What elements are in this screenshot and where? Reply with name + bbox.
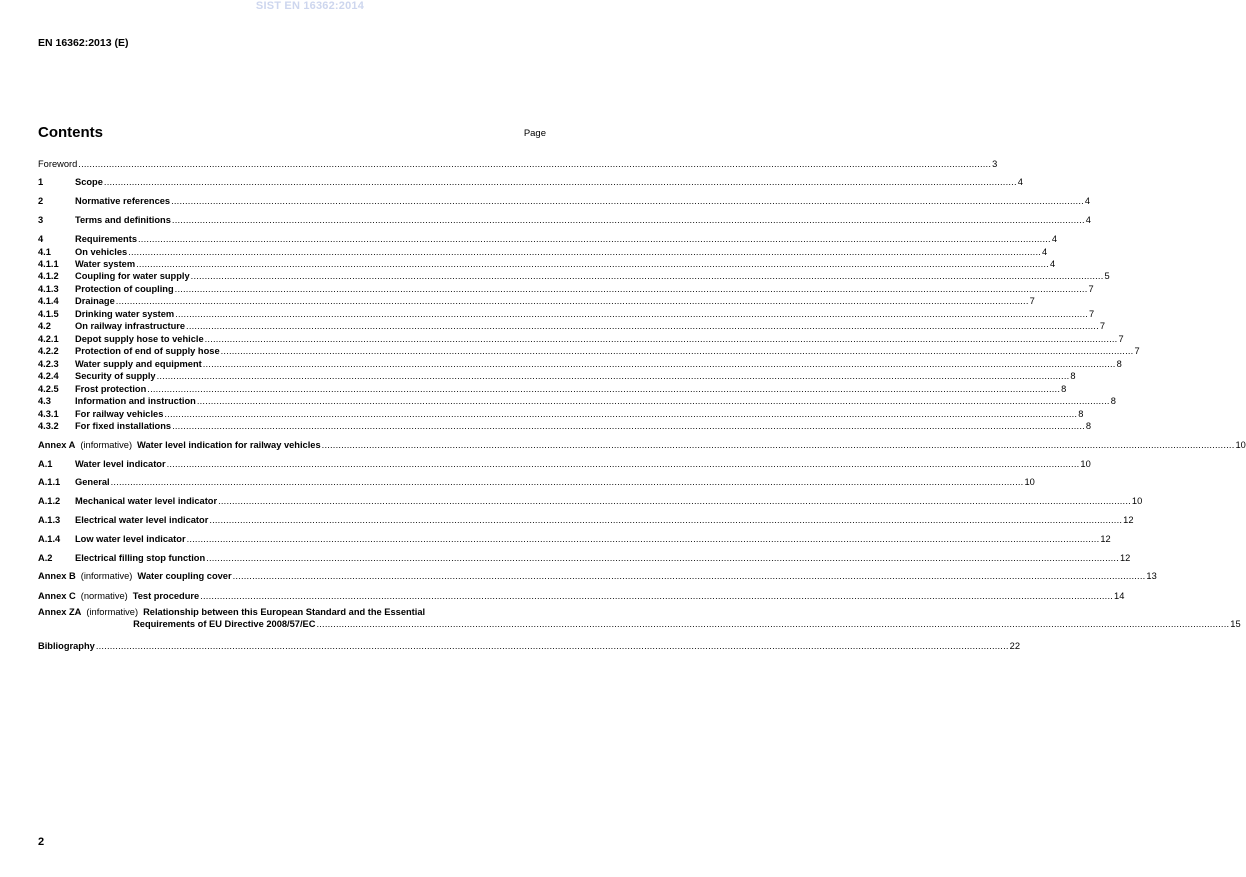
toc-entry-title: On vehicles <box>75 247 128 257</box>
toc-entry-title: Protection of coupling <box>75 284 174 294</box>
toc-entry-page: 14 <box>1114 591 1125 601</box>
toc-entry-title: Water system <box>75 259 136 269</box>
toc-entry[interactable] <box>38 214 1091 226</box>
toc-entry-title: Drinking water system <box>75 309 175 319</box>
toc-entry-page: 7 <box>1029 296 1035 306</box>
dot-leader <box>197 395 1110 407</box>
dot-leader <box>203 358 1116 370</box>
dot-leader <box>316 618 1229 630</box>
toc-entry[interactable] <box>38 533 1111 545</box>
toc-entry-page: 5 <box>1104 271 1110 281</box>
toc-entry-number: 3 <box>38 215 44 225</box>
toc-entry-number: Annex B <box>38 571 76 581</box>
toc-entry[interactable] <box>38 606 1241 630</box>
toc-entry[interactable] <box>38 514 1134 526</box>
toc-entry-page: 8 <box>1085 421 1092 431</box>
toc-entry-page: 10 <box>1131 496 1143 506</box>
toc-entry-title: Water supply and equipment <box>75 359 202 369</box>
toc-entry-number: A.1 <box>38 459 53 469</box>
toc-entry-page: 4 <box>1085 215 1091 225</box>
dot-leader <box>171 195 1084 207</box>
dot-leader <box>209 514 1122 526</box>
dot-leader <box>233 570 1146 582</box>
toc-entry-page: 10 <box>1235 440 1246 450</box>
toc-entry-page: 10 <box>1024 477 1035 487</box>
toc-entry[interactable] <box>38 552 1131 564</box>
toc-entry[interactable] <box>38 420 1092 432</box>
toc-entry-number: 4.2 <box>38 321 51 331</box>
toc-entry-page: 8 <box>1110 396 1116 406</box>
dot-leader <box>322 439 1235 451</box>
toc-annex-type: (informative) <box>80 440 133 450</box>
toc-entry-title: Requirements <box>75 234 137 244</box>
toc-entry-title: Test procedure <box>132 591 200 601</box>
dot-leader <box>96 640 1009 652</box>
toc-entry-title: Normative references <box>75 196 171 206</box>
toc-entry-number: Annex ZA <box>38 607 82 617</box>
toc-entry-title: Security of supply <box>75 371 156 381</box>
toc-entry[interactable] <box>38 358 1122 370</box>
toc-entry-title: Water coupling cover <box>137 571 232 581</box>
dot-leader <box>128 246 1041 258</box>
toc-entry[interactable] <box>38 270 1110 282</box>
dot-leader <box>218 495 1131 507</box>
toc-entry-page: 12 <box>1100 534 1111 544</box>
toc-entry-page: 12 <box>1123 515 1134 525</box>
toc-entry-page: 15 <box>1230 619 1241 629</box>
toc-entry[interactable] <box>38 195 1091 207</box>
toc-entry[interactable] <box>38 333 1124 345</box>
dot-leader <box>116 295 1029 307</box>
toc-entry-number: Annex A <box>38 440 76 450</box>
toc-annex-type: (informative) <box>86 607 139 617</box>
toc-entry-number: 4.2.4 <box>38 371 59 381</box>
toc-entry[interactable] <box>38 383 1067 395</box>
dot-leader <box>172 214 1085 226</box>
toc-entry-title-continued: Requirements of EU Directive 2008/57/EC <box>133 619 316 629</box>
dot-leader <box>78 158 991 170</box>
toc-entry-number: 4.2.2 <box>38 346 59 356</box>
toc-entry[interactable] <box>38 458 1091 470</box>
dot-leader <box>187 533 1100 545</box>
toc-entry[interactable] <box>38 640 1020 652</box>
toc-entry-page: 4 <box>1049 259 1056 269</box>
footer-page-number: 2 <box>38 836 45 848</box>
toc-annex-type: (normative) <box>80 591 128 601</box>
toc-entry-page: 8 <box>1061 384 1067 394</box>
toc-entry-title: Bibliography <box>38 641 95 651</box>
toc-entry-number: 4.1 <box>38 247 51 257</box>
toc-entry-title: Coupling for water supply <box>75 271 190 281</box>
toc-entry-page: 4 <box>1084 196 1091 206</box>
toc-entry[interactable] <box>38 476 1035 488</box>
toc-entry-number: A.1.4 <box>38 534 61 544</box>
dot-leader <box>175 308 1088 320</box>
toc-entry[interactable] <box>38 395 1116 407</box>
dot-leader <box>164 408 1077 420</box>
toc-entry-number: A.1.1 <box>38 477 61 487</box>
toc-entry-page: 8 <box>1078 409 1084 419</box>
toc-entry-title: Frost protection <box>75 384 147 394</box>
dot-leader <box>136 258 1049 270</box>
toc-entry[interactable] <box>38 246 1048 258</box>
toc-entry[interactable] <box>38 295 1035 307</box>
toc-entry-number: 4.3 <box>38 396 51 406</box>
toc-entry-page: 12 <box>1120 553 1131 563</box>
dot-leader <box>111 476 1024 488</box>
toc-entry-title: Low water level indicator <box>75 534 186 544</box>
toc-entry[interactable] <box>38 495 1143 507</box>
toc-entry-page: 13 <box>1146 571 1157 581</box>
toc-entry[interactable] <box>38 158 998 170</box>
toc-entry-number: 4.2.1 <box>38 334 59 344</box>
toc-entry[interactable] <box>38 176 1023 188</box>
toc-entry[interactable] <box>38 570 1157 582</box>
toc-entry-number: 4.2.5 <box>38 384 59 394</box>
toc-annex-type: (informative) <box>80 571 133 581</box>
toc-entry-title: Scope <box>75 177 103 187</box>
dot-leader <box>167 458 1080 470</box>
toc-entry-page: 4 <box>1051 234 1057 244</box>
toc-entry-page: 4 <box>1042 247 1048 257</box>
dot-leader <box>175 283 1088 295</box>
toc-entry-title: Electrical filling stop function <box>75 553 206 563</box>
toc-entry-number: A.1.3 <box>38 515 61 525</box>
toc-entry[interactable] <box>38 283 1094 295</box>
toc-entry-page: 7 <box>1118 334 1124 344</box>
toc-entry-number: 4.1.2 <box>38 271 59 281</box>
toc-entry-page: 7 <box>1134 346 1140 356</box>
toc-entry-title: General <box>75 477 110 487</box>
document-id: EN 16362:2013 (E) <box>38 37 129 49</box>
toc-entry-title: Information and instruction <box>75 396 196 406</box>
toc-entry-number: 4.1.4 <box>38 296 59 306</box>
dot-leader <box>200 590 1113 602</box>
toc-entry[interactable] <box>38 308 1095 320</box>
dot-leader <box>206 552 1119 564</box>
toc-entry-number: 4.1.3 <box>38 284 59 294</box>
dot-leader <box>172 420 1085 432</box>
toc-entry-number: 4 <box>38 234 44 244</box>
page-column-heading: Page <box>523 128 546 139</box>
dot-leader <box>221 345 1134 357</box>
toc-entry-title: For fixed installations <box>75 421 172 431</box>
toc-entry[interactable] <box>38 233 1057 245</box>
toc-entry[interactable] <box>38 408 1084 420</box>
toc-entry-page: 8 <box>1070 371 1076 381</box>
toc-entry[interactable] <box>38 590 1125 602</box>
toc-entry-title: For railway vehicles <box>75 409 164 419</box>
toc-entry-number: 4.3.2 <box>38 421 59 431</box>
dot-leader <box>147 383 1060 395</box>
toc-entry-number: A.2 <box>38 553 53 563</box>
toc-entry-number: 4.3.1 <box>38 409 59 419</box>
toc-entry-title: Terms and definitions <box>75 215 171 225</box>
toc-entry-page: 7 <box>1088 284 1094 294</box>
toc-entry-title: Relationship between this European Standard and the Essential <box>143 607 426 617</box>
toc-entry-page: 7 <box>1089 309 1095 319</box>
toc-entry[interactable] <box>38 370 1076 382</box>
toc-entry-page: 7 <box>1099 321 1106 331</box>
dot-leader <box>191 270 1104 282</box>
toc-entry[interactable] <box>38 258 1056 270</box>
toc-entry-title: Drainage <box>75 296 115 306</box>
toc-entry[interactable] <box>38 320 1106 332</box>
toc-entry-number: A.1.2 <box>38 496 61 506</box>
toc-entry-number: 4.2.3 <box>38 359 59 369</box>
toc-entry-title: Electrical water level indicator <box>75 515 209 525</box>
toc-entry-title: On railway infrastructure <box>75 321 186 331</box>
toc-entry-page: 4 <box>1017 177 1023 187</box>
toc-entry-title: Mechanical water level indicator <box>75 496 218 506</box>
dot-leader <box>157 370 1070 382</box>
dot-leader <box>138 233 1051 245</box>
dot-leader <box>104 176 1017 188</box>
toc-entry-title: Foreword <box>38 159 78 169</box>
dot-leader <box>205 333 1118 345</box>
watermark: SIST EN 16362:2014 <box>255 0 365 12</box>
toc-entry-page: 10 <box>1080 459 1091 469</box>
toc-entry[interactable] <box>38 439 1246 451</box>
toc-entry-title: Water level indication for railway vehicles <box>137 440 321 450</box>
toc-entry-number: 4.1.5 <box>38 309 59 319</box>
page-title: Contents <box>38 124 103 141</box>
toc-entry-title: Water level indicator <box>75 459 166 469</box>
toc-entry-number: 1 <box>38 177 44 187</box>
toc-entry-page: 22 <box>1009 641 1020 651</box>
toc-entry-page: 8 <box>1116 359 1122 369</box>
toc-entry[interactable] <box>38 345 1140 357</box>
dot-leader <box>186 320 1099 332</box>
toc-entry-title: Depot supply hose to vehicle <box>75 334 204 344</box>
toc-entry-number: Annex C <box>38 591 76 601</box>
toc-entry-number: 4.1.1 <box>38 259 59 269</box>
toc-entry-number: 2 <box>38 196 44 206</box>
toc-entry-page: 3 <box>992 159 998 169</box>
toc-entry-title: Protection of end of supply hose <box>75 346 220 356</box>
